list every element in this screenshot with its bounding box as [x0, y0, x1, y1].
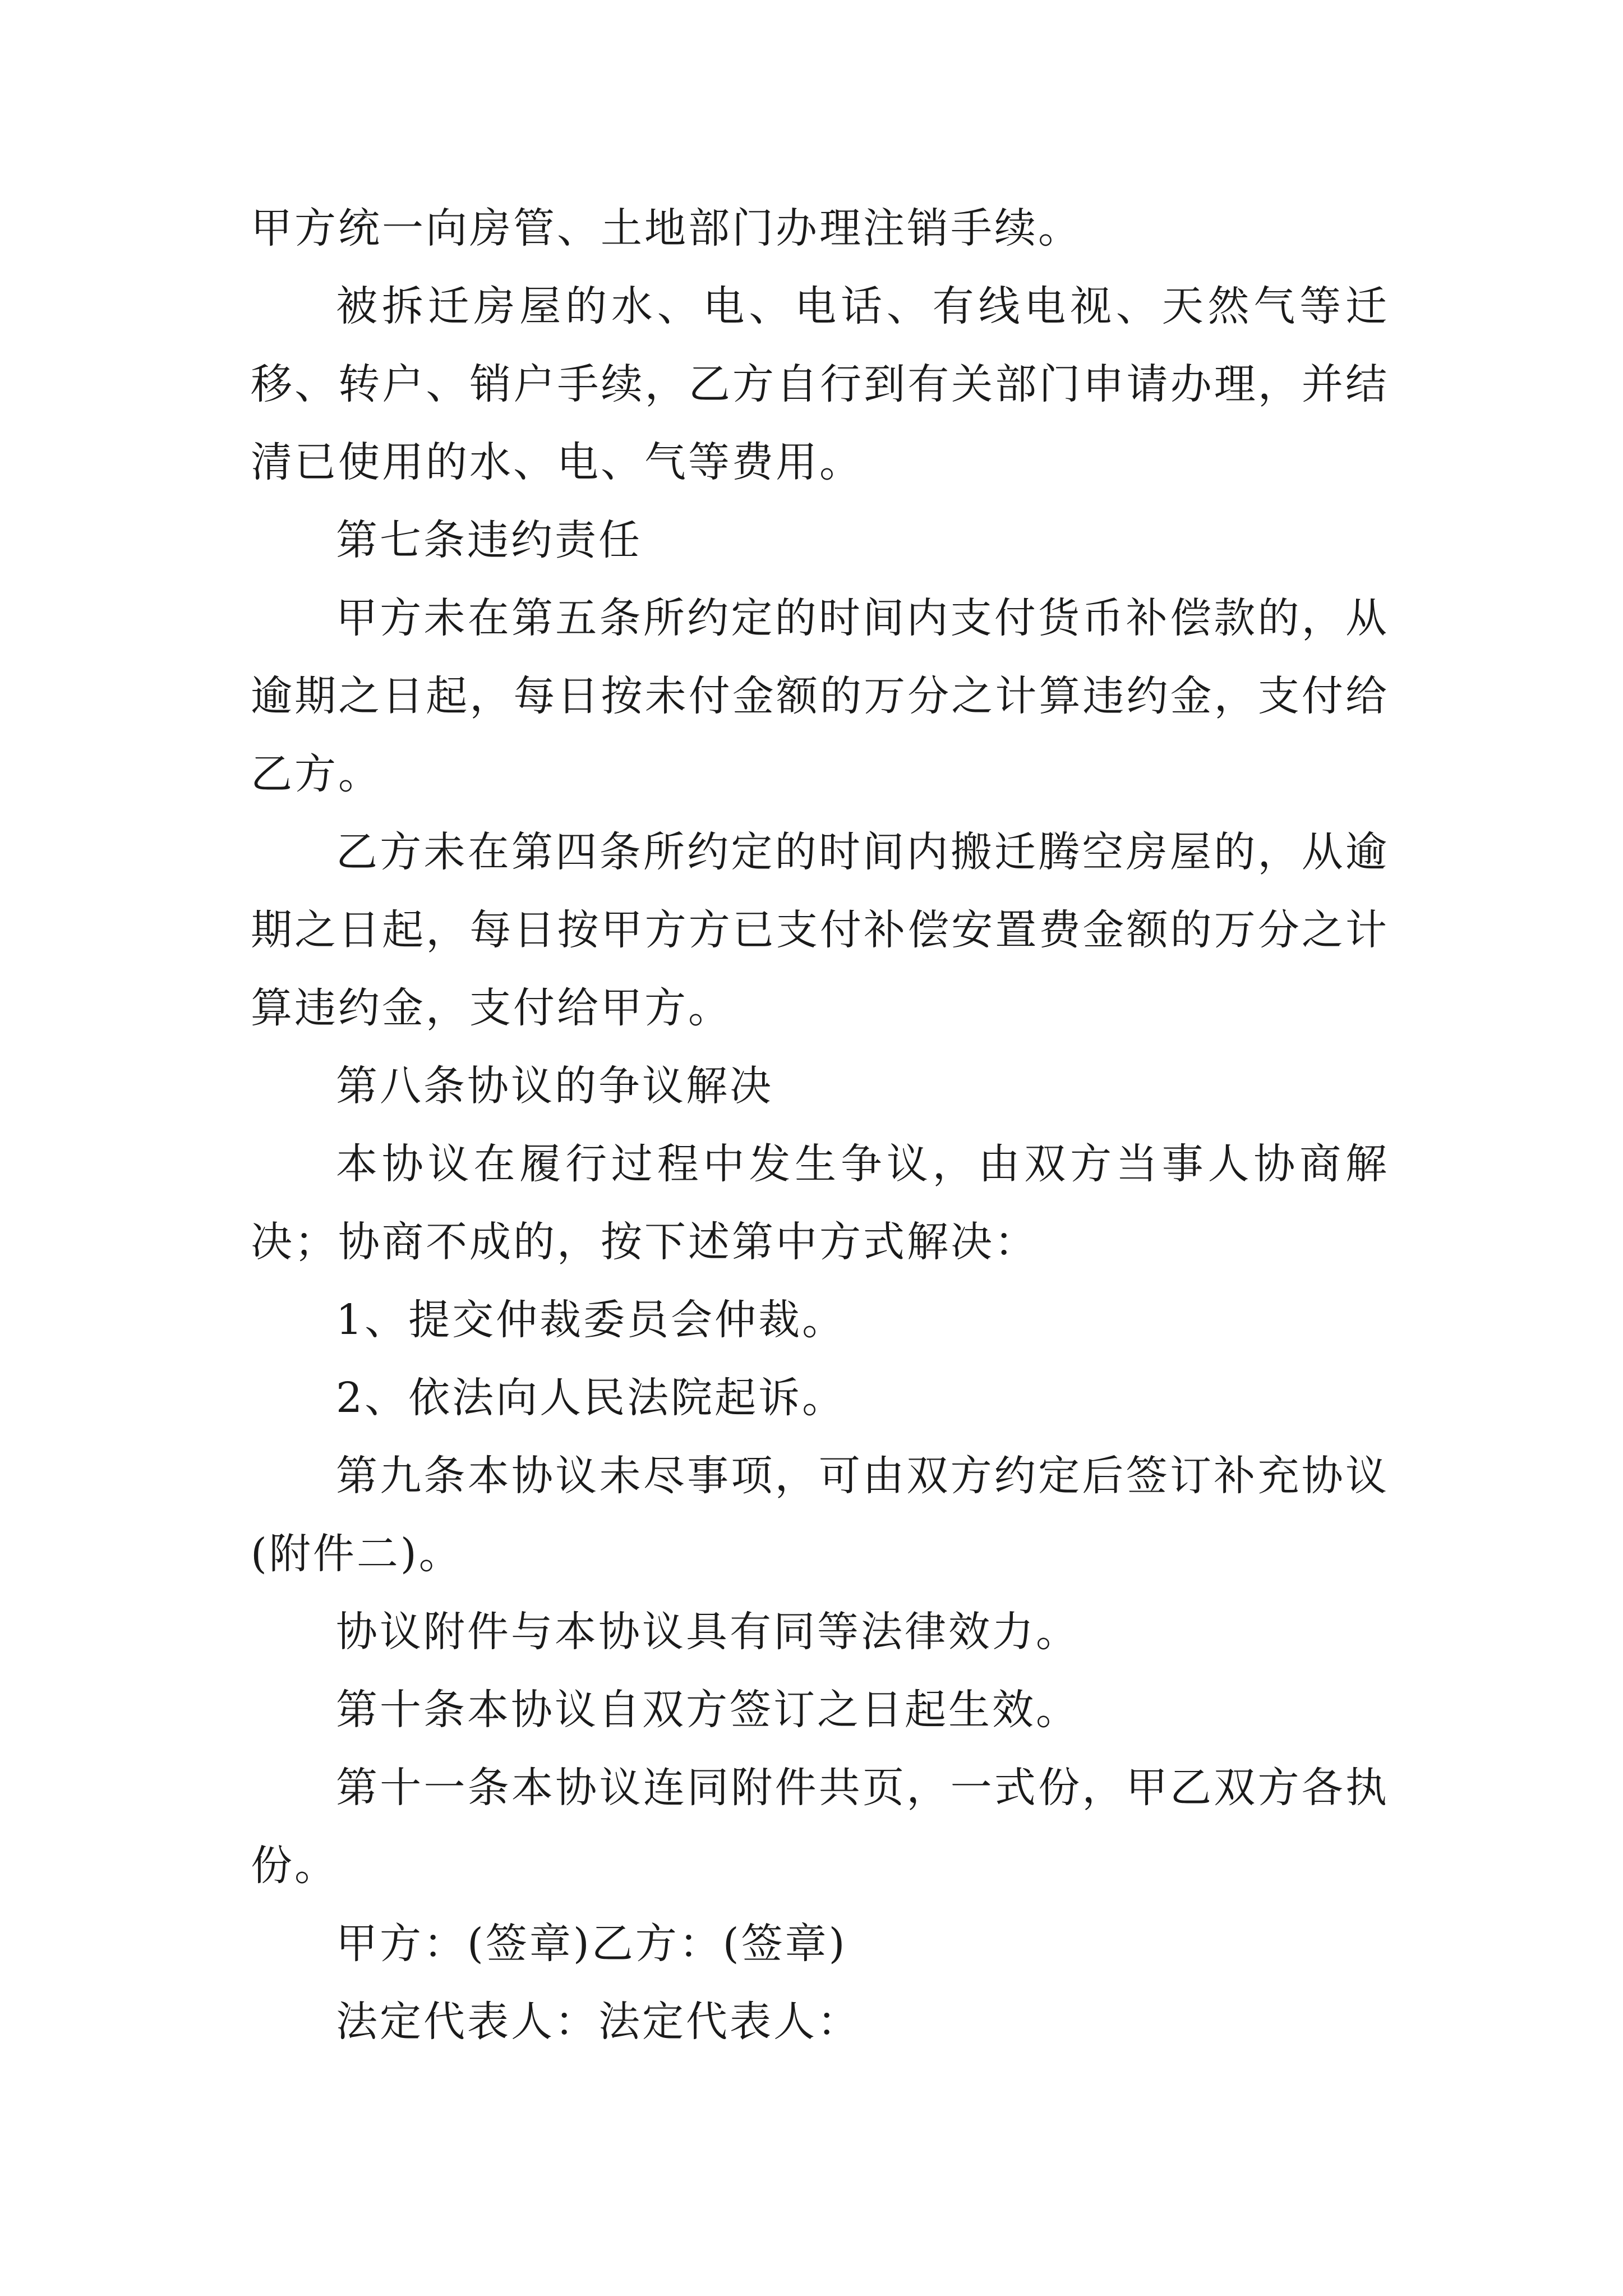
paragraph-party-b-liability: 乙方未在第四条所约定的时间内搬迁腾空房屋的，从逾期之日起，每日按甲方方已支付补偿安置费金额的万分之计算违约金，支付给甲方。 — [251, 828, 1389, 1032]
paragraph-article-11: 第十一条本协议连同附件共页，一式份，甲乙双方各执份。 — [251, 1764, 1389, 1890]
legal-representative-line: 法定代表人：法定代表人： — [336, 1998, 861, 2046]
paragraph-article-10: 第十条本协议自双方签订之日起生效。 — [336, 1686, 1080, 1734]
list-item-court: 2、依法向人民法院起诉。 — [336, 1374, 846, 1422]
document-body — [251, 190, 1389, 2061]
paragraph-cancellation: 甲方统一向房管、土地部门办理注销手续。 — [251, 204, 1082, 252]
heading-article-7: 第七条违约责任 — [336, 516, 642, 564]
signature-line: 甲方：(签章)乙方：(签章) — [336, 1920, 847, 1968]
paragraph-party-a-liability: 甲方未在第五条所约定的时间内支付货币补偿款的，从逾期之日起，每日按未付金额的万分之计算违约金，支付给乙方。 — [251, 594, 1389, 798]
paragraph-dispute: 本协议在履行过程中发生争议，由双方当事人协商解决；协商不成的，按下述第中方式解决： — [251, 1140, 1389, 1266]
list-item-arbitration: 1、提交仲裁委员会仲裁。 — [336, 1296, 846, 1344]
paragraph-article-9: 第九条本协议未尽事项，可由双方约定后签订补充协议(附件二)。 — [251, 1452, 1389, 1578]
paragraph-attachment-effect: 协议附件与本协议具有同等法律效力。 — [336, 1608, 1080, 1656]
paragraph-utilities: 被拆迁房屋的水、电、电话、有线电视、天然气等迁移、转户、销户手续，乙方自行到有关部门申请办理，并结清已使用的水、电、气等费用。 — [251, 282, 1389, 486]
heading-article-8: 第八条协议的争议解决 — [336, 1062, 773, 1110]
